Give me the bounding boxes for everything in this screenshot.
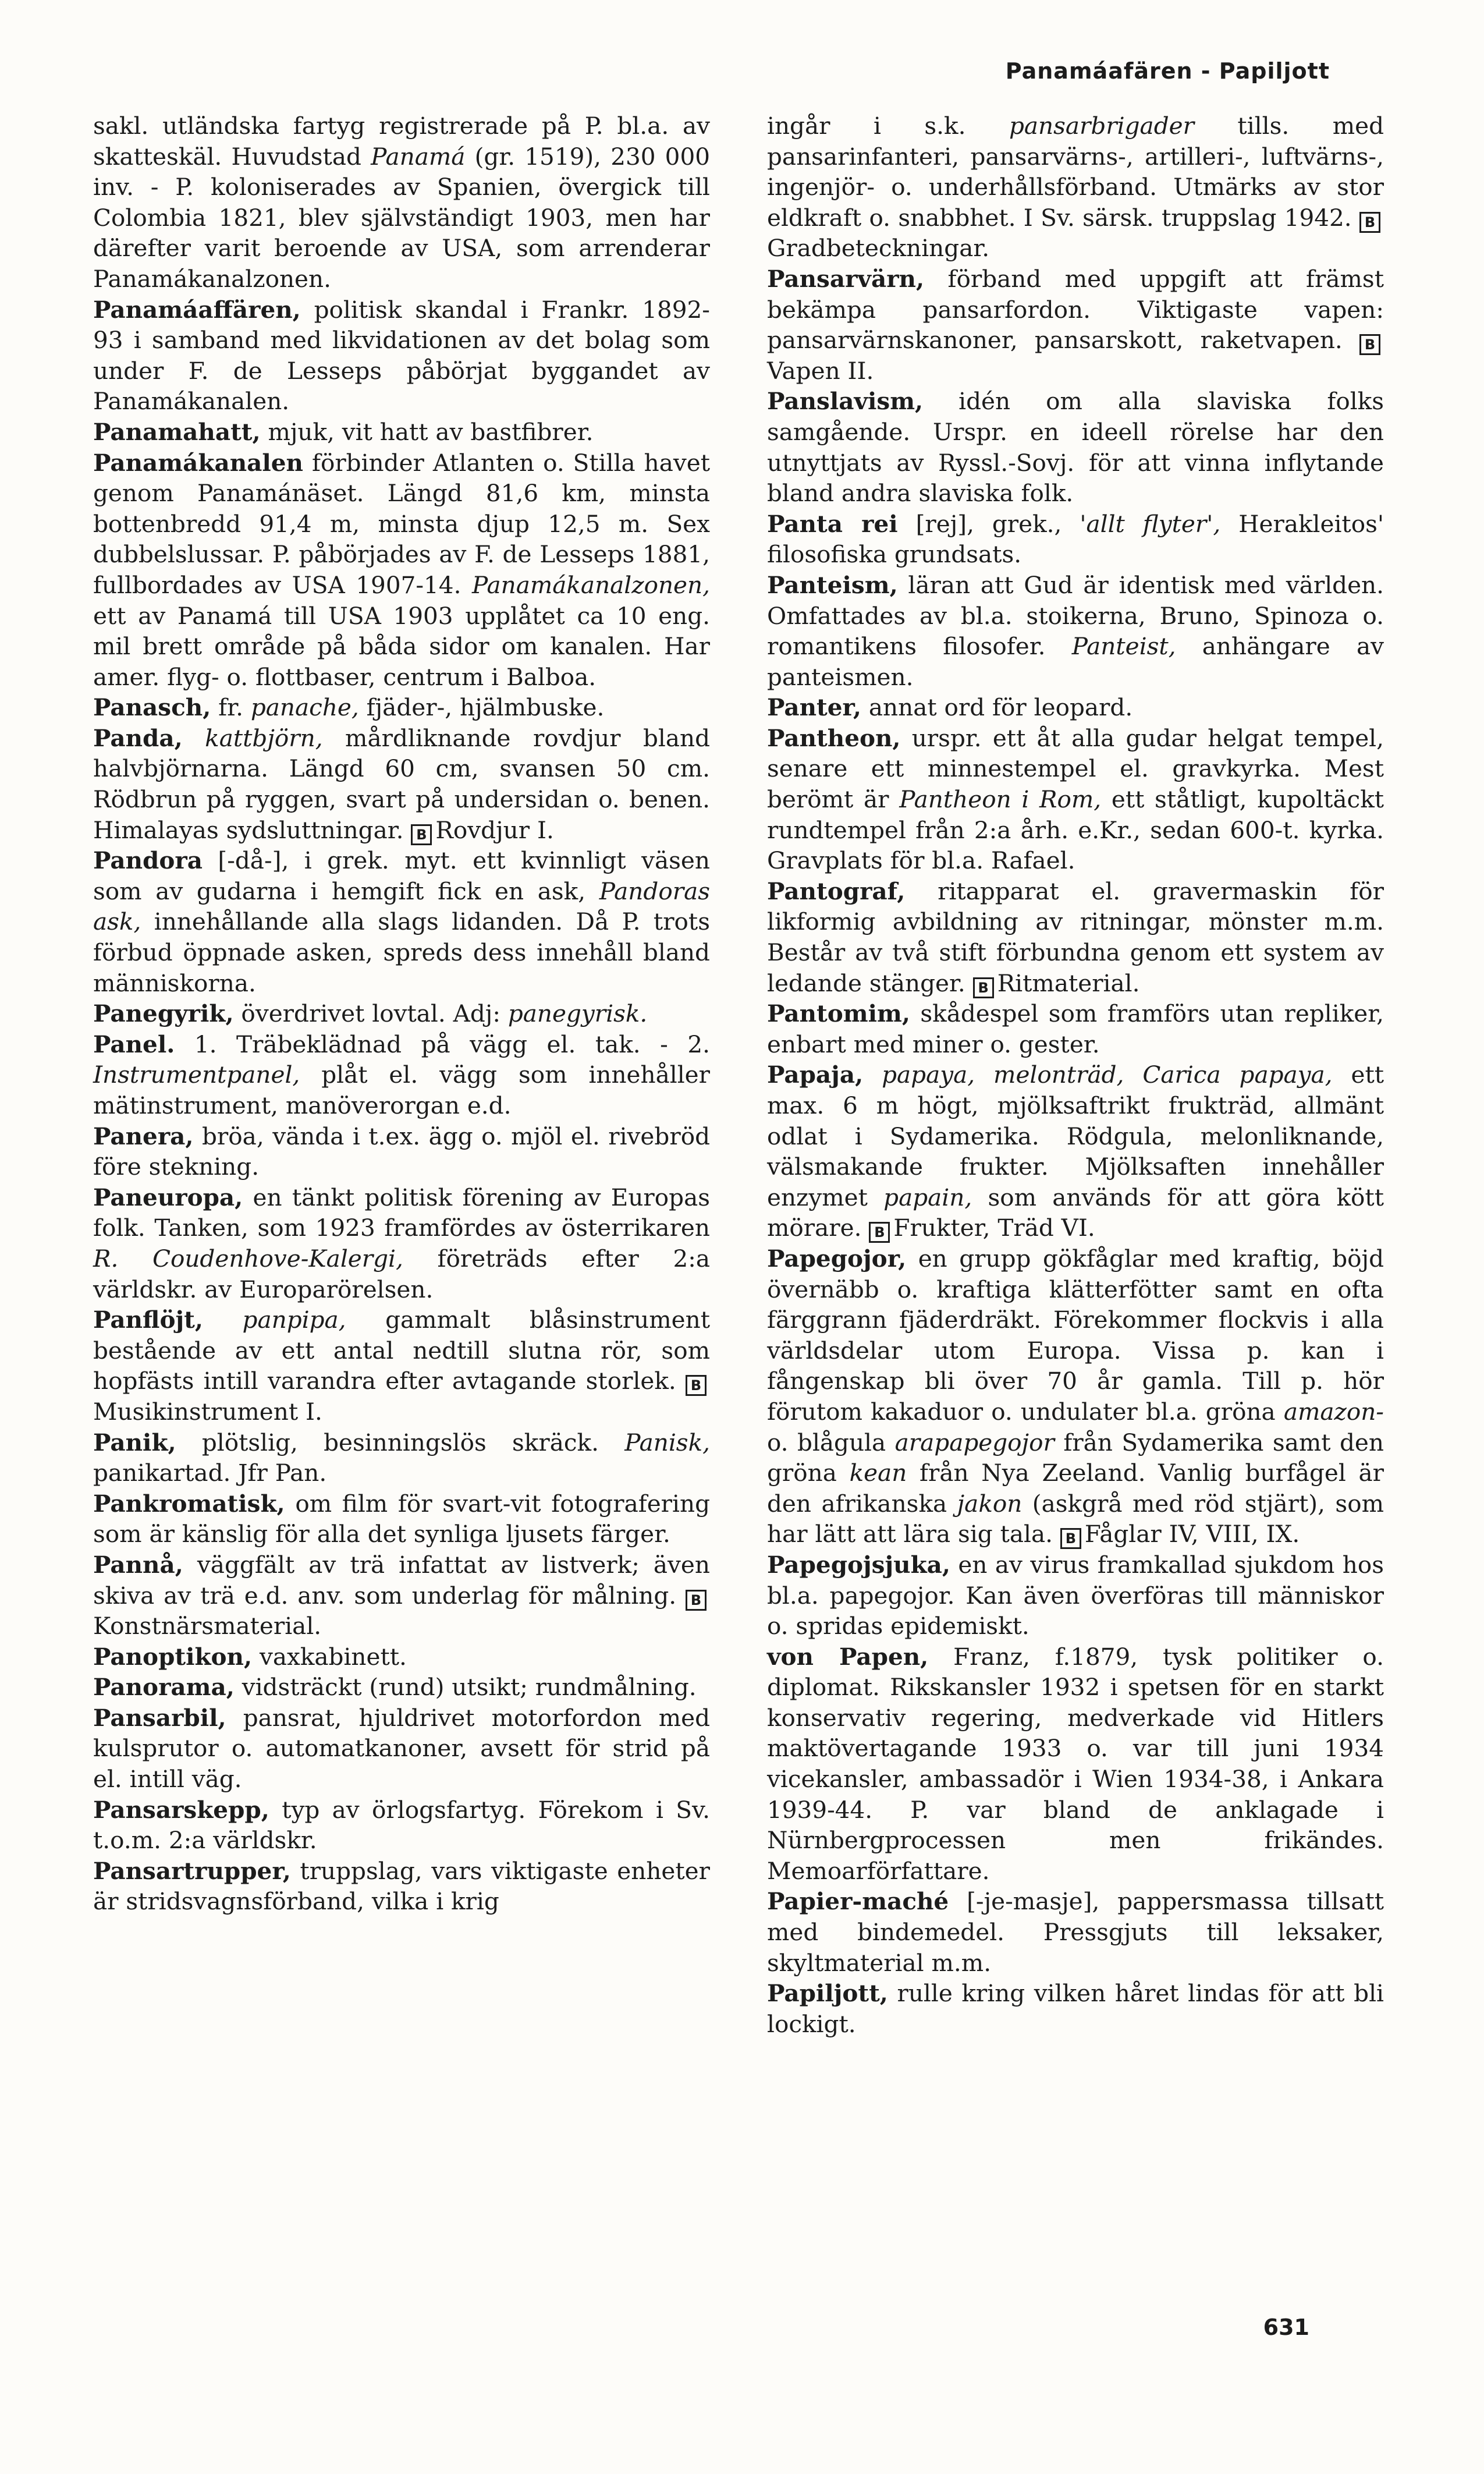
headword: Papegojsjuka, [767, 1550, 950, 1579]
headword: Panta rei [767, 509, 898, 538]
dictionary-entry [767, 1059, 1384, 1243]
headword: Paneuropa, [93, 1183, 243, 1211]
headword: Panamáaffären, [93, 295, 301, 324]
dictionary-entry [93, 295, 710, 417]
headword: Panorama, [93, 1673, 235, 1702]
entry-text: en grupp gökfåglar med kraftig, böjd övernäbb o. kraftiga klätterfötter samt en ofta färggrann fjäderdräkt. Förekommer flockvis i alla världsdelar utom Europa. Vissa p. kan i fångenskap bli över 70 år gamla. Till p. hör förutom kakaduor o. undulater bl.a. gröna [767, 1244, 1384, 1426]
italic-term: Panisk, [624, 1428, 710, 1456]
entry-text: mårdliknande rovdjur bland halvbjörnarna. Längd 60 cm, svansen 50 cm. Rödbrun på ryggen, svart på undersidan o. benen. Himalayas sydsluttningar. [93, 724, 710, 844]
italic-term: panache, [250, 693, 359, 722]
italic-term: Pandoras ask, [93, 877, 710, 936]
dictionary-entry [93, 998, 710, 1029]
entry-text: om film för svart-vit fotografering som är känslig för alla det synliga ljusets färger. [93, 1489, 710, 1548]
italic-term: arapapegojor [894, 1428, 1055, 1456]
entry-text: mjuk, vit hatt av bastfibrer. [260, 417, 594, 446]
entry-text: plåt el. vägg som innehåller mätinstrument, manöverorgan e.d. [93, 1061, 710, 1119]
entry-text: sakl. utländska fartyg registrerade på P. bl.a. av skatteskäl. Huvudstad [93, 112, 710, 171]
entry-text: ett max. 6 m högt, mjölksaftrikt frukträd, allmänt odlat i Sydamerika. Rödgula, melonliknande, välsmakande frukter. Mjölksaften innehåller enzymet [767, 1061, 1384, 1211]
dictionary-entry [93, 692, 710, 723]
headword: Panteism, [767, 570, 898, 599]
headword: Papaja, [767, 1061, 864, 1089]
dictionary-entry [93, 1642, 710, 1672]
entry-text: en av virus framkallad sjukdom hos bl.a. papegojor. Kan även överföras till människor o. spridas epidemiskt. [767, 1550, 1384, 1640]
dictionary-entry [767, 1978, 1384, 2039]
headword: Panik, [93, 1428, 176, 1456]
italic-term: panpipa, [242, 1306, 346, 1334]
headword: Pandora [93, 846, 203, 875]
dictionary-entry [93, 1550, 710, 1642]
entry-text: bröa, vända i t.ex. ägg o. mjöl el. rivebröd före stekning. [93, 1122, 710, 1181]
entry-text: Konstnärsmaterial. [93, 1612, 322, 1640]
dictionary-entry [93, 1029, 710, 1121]
dictionary-entry [767, 1886, 1384, 1978]
entry-text: från Nya Zeeland. Vanlig burfågel är den afrikanska [767, 1459, 1384, 1518]
entry-text: vidsträckt (rund) utsikt; rundmålning. [234, 1673, 697, 1702]
headword: Pantomim, [767, 999, 910, 1028]
italic-term: panegyrisk. [507, 999, 648, 1028]
headword: Pannå, [93, 1550, 183, 1579]
entry-text: ingår i s.k. [767, 112, 1009, 140]
entry-text: överdrivet lovtal. Adj: [233, 999, 508, 1028]
entry-text: ett ståtligt, kupoltäckt rundtempel från 2:a årh. e.Kr., sedan 600-t. kyrka. Gravplats för bl.a. Rafael. [767, 785, 1384, 875]
dictionary-entry [93, 1672, 710, 1703]
entry-text: ritapparat el. gravermaskin för likformig avbildning av ritningar, mönster m.m. Består av två stift förbundna genom ett system av ledande stänger. [767, 877, 1384, 997]
dictionary-entry [93, 1305, 710, 1427]
headword: von Papen, [767, 1642, 929, 1671]
entry-text [203, 1306, 243, 1334]
headword: Papiljott, [767, 1979, 888, 2008]
headword: Pankromatisk, [93, 1489, 285, 1518]
dictionary-entry [93, 111, 710, 295]
entry-text: plötslig, besinningslös skräck. [176, 1428, 625, 1456]
headword: Papegojor, [767, 1244, 907, 1273]
dictionary-entry [767, 264, 1384, 386]
entry-text: politisk skandal i Frankr. 1892-93 i samband med likvidationen av det bolag som under F. de Lesseps påbörjat byggandet av Panamákanalen. [93, 295, 710, 416]
right-column [767, 111, 1384, 2039]
entry-text: Gradbeteckningar. [767, 234, 990, 263]
dictionary-entry [93, 723, 710, 845]
dictionary-entry [93, 1488, 710, 1550]
dictionary-entry [767, 386, 1384, 508]
illustration-ref-icon: B [411, 824, 432, 845]
illustration-ref-icon: B [686, 1590, 707, 1611]
entry-text: Herakleitos' filosofiska grundsats. [767, 509, 1384, 569]
headword: Panamákanalen [93, 448, 303, 477]
entry-text: Ritmaterial. [997, 969, 1140, 997]
entry-text: förband med uppgift att främst bekämpa pansarfordon. Viktigaste vapen: pansarvärnskanoner, pansarskott, raketvapen. [767, 264, 1384, 355]
entry-text: typ av örlogsfartyg. Förekom i Sv. t.o.m. 2:a världskr. [93, 1795, 710, 1855]
entry-text: idén om alla slaviska folks samgående. Urspr. en ideell rörelse har den utnyttjats av Ryssl.-Sovj. för att vinna inflytande bland andra slaviska folk. [767, 387, 1384, 508]
entry-text: urspr. ett åt alla gudar helgat tempel, senare ett minnestempel el. gravkyrka. Mest berömt är [767, 724, 1384, 814]
entry-text: anhängare av panteismen. [767, 632, 1384, 691]
entry-text: företräds efter 2:a världskr. av Europarörelsen. [93, 1244, 711, 1303]
illustration-ref-icon: B [1359, 212, 1380, 233]
entry-text: Musikinstrument I. [93, 1397, 322, 1426]
headword: Panslavism, [767, 387, 924, 416]
entry-text: (gr. 1519), 230 000 inv. - P. koloniserades av Spanien, övergick till Colombia 1821, blev självständigt 1903, men har därefter varit beroende av USA, som arrenderar Panamákanalzonen. [93, 142, 710, 293]
italic-term: kattbjörn, [205, 724, 323, 752]
entry-text: (askgrå med röd stjärt), som har lätt att lära sig tala. [767, 1489, 1384, 1548]
entry-text: en tänkt politisk förening av Europas folk. Tanken, som 1923 framfördes av österrikaren [93, 1183, 710, 1242]
italic-term: Pantheon i Rom, [899, 785, 1102, 814]
entry-text [183, 724, 205, 752]
dictionary-entry [767, 111, 1384, 264]
italic-term: Panteist, [1071, 632, 1176, 661]
entry-text: fr. [211, 693, 251, 722]
italic-term: Instrumentpanel, [93, 1061, 300, 1089]
entry-text: truppslag, vars viktigaste enheter är stridsvagnsförband, vilka i krig [93, 1856, 710, 1916]
dictionary-entry [93, 1182, 710, 1305]
headword: Panasch, [93, 693, 211, 722]
dictionary-entry [93, 1703, 710, 1795]
italic-term: papaya, melonträd, Carica papaya, [882, 1061, 1333, 1089]
dictionary-entry [767, 723, 1384, 876]
dictionary-entry [767, 570, 1384, 692]
dictionary-entry [767, 509, 1384, 570]
illustration-ref-icon: B [973, 977, 994, 998]
illustration-ref-icon: B [869, 1222, 890, 1243]
italic-term: jakon [957, 1489, 1023, 1518]
dictionary-entry [93, 1427, 710, 1488]
italic-term: R. Coudenhove-Kalergi, [93, 1244, 403, 1273]
entry-text: fjäder-, hjälmbuske. [358, 693, 605, 722]
headword: Panter, [767, 693, 862, 722]
entry-text: Franz, f.1879, tysk politiker o. diplomat. Rikskansler 1932 i spetsen för en starkt konservativ regering, medverkade vid Hitlers maktövertagande 1933 o. var till juni 1934 vicekansler, ambassadör i Wien 1934-38, i Ankara 1939-44. P. var bland de anklagade i Nürnbergprocessen men frikändes. Memoarförfattare. [767, 1642, 1384, 1885]
italic-term: 'allt flyter', [1080, 509, 1221, 538]
entry-text: skådespel som framförs utan repliker, enbart med miner o. gester. [767, 999, 1384, 1058]
dictionary-entry [93, 448, 710, 693]
entry-text: läran att Gud är identisk med världen. Omfattades av bl.a. stoikerna, Bruno, Spinoza o. romantikens filosofer. [767, 570, 1384, 661]
italic-term: Panamákanalzonen, [472, 570, 710, 599]
entry-text: vaxkabinett. [252, 1642, 407, 1671]
entry-text: annat ord för leopard. [861, 693, 1133, 722]
headword: Panoptikon, [93, 1642, 253, 1671]
illustration-ref-icon: B [686, 1375, 707, 1396]
entry-text: pansrat, hjuldrivet motorfordon med kulsprutor o. automatkanoner, avsett för strid på el. intill väg. [93, 1703, 710, 1794]
headword: Pantheon, [767, 724, 901, 752]
headword: Pansarvärn, [767, 264, 925, 293]
headword: Panegyrik, [93, 999, 234, 1028]
entry-text: innehållande alla slags lidanden. Då P. trots förbud öppnade asken, spreds dess innehåll bland människorna. [93, 908, 710, 997]
entry-text: från Sydamerika samt den gröna [767, 1428, 1384, 1487]
page-number: 631 [1263, 2314, 1309, 2340]
entry-text: [rej], grek., [897, 509, 1080, 538]
dictionary-entry [767, 1642, 1384, 1887]
dictionary-entry [93, 845, 710, 998]
entry-text: Frukter, Träd VI. [893, 1214, 1095, 1242]
headword: Pantograf, [767, 877, 906, 905]
entry-text: väggfält av trä infattat av listverk; även skiva av trä e.d. anv. som underlag för målning. [93, 1550, 710, 1610]
dictionary-entry [93, 1121, 710, 1182]
italic-term: pansarbrigader [1009, 112, 1194, 140]
dictionary-entry [767, 1243, 1384, 1550]
running-head: Panamáafären - Papiljott [1005, 58, 1330, 84]
headword: Panflöjt, [93, 1306, 203, 1334]
headword: Panda, [93, 724, 183, 752]
italic-term: kean [849, 1459, 907, 1487]
entry-text: [-då-], i grek. myt. ett kvinnligt väsen som av gudarna i hemgift fick en ask, [93, 846, 710, 905]
entry-text [863, 1061, 882, 1089]
headword: Panera, [93, 1122, 194, 1150]
dictionary-entry [767, 1550, 1384, 1642]
entry-text: ett av Panamá till USA 1903 upplåtet ca 10 eng. mil brett område på båda sidor om kanalen. Har amer. flyg- o. flottbaser, centrum i Balboa. [93, 601, 710, 691]
dictionary-entry [93, 1856, 710, 1917]
entry-text: gammalt blåsinstrument bestående av ett antal nedtill slutna rör, som hopfästs intill varandra efter avtagande storlek. [93, 1306, 710, 1395]
illustration-ref-icon: B [1359, 334, 1380, 355]
entry-text: Fåglar IV, VIII, IX. [1084, 1520, 1300, 1548]
entry-text: 1. Träbeklädnad på vägg el. tak. - 2. [175, 1030, 710, 1058]
illustration-ref-icon: B [1060, 1528, 1081, 1549]
dictionary-entry [767, 876, 1384, 998]
entry-text: förbinder Atlanten o. Stilla havet genom Panamánäset. Längd 81,6 km, minsta bottenbredd 91,4 m, minsta djup 12,5 m. Sex dubbelslussar. P. påbörjades av F. de Lesseps 1881, fullbordades av USA 1907-14. [93, 448, 710, 599]
entry-text: panikartad. Jfr Pan. [93, 1459, 327, 1487]
headword: Panamahatt, [93, 417, 261, 446]
entry-text: rulle kring vilken håret lindas för att bli lockigt. [767, 1979, 1384, 2038]
dictionary-entry [767, 692, 1384, 723]
dictionary-entry [93, 417, 710, 448]
italic-term: papain, [883, 1183, 972, 1211]
headword: Panel. [93, 1030, 175, 1058]
headword: Papier-maché [767, 1887, 949, 1916]
entry-text: som används för att göra kött mörare. [767, 1183, 1384, 1242]
entry-text: Rovdjur I. [435, 816, 554, 844]
italic-term: amazon- [1283, 1397, 1384, 1426]
headword: Pansarbil, [93, 1703, 226, 1732]
italic-term: Panamá [371, 142, 466, 171]
headword: Pansartrupper, [93, 1856, 291, 1885]
headword: Pansarskepp, [93, 1795, 269, 1824]
entry-text: o. blågula [767, 1428, 895, 1456]
left-column [93, 111, 710, 1917]
entry-text: tills. med pansarinfanteri, pansarvärns-, artilleri-, luftvärns-, ingenjör- o. underhållsförband. Utmärks av stor eldkraft o. snabbhet. I Sv. särsk. truppslag 1942. [767, 112, 1384, 232]
dictionary-entry [93, 1795, 710, 1856]
entry-text: Vapen II. [767, 356, 874, 385]
entry-text: [-je-masje], pappersmassa tillsatt med bindemedel. Pressgjuts till leksaker, skyltmaterial m.m. [767, 1887, 1384, 1977]
dictionary-entry [767, 998, 1384, 1059]
